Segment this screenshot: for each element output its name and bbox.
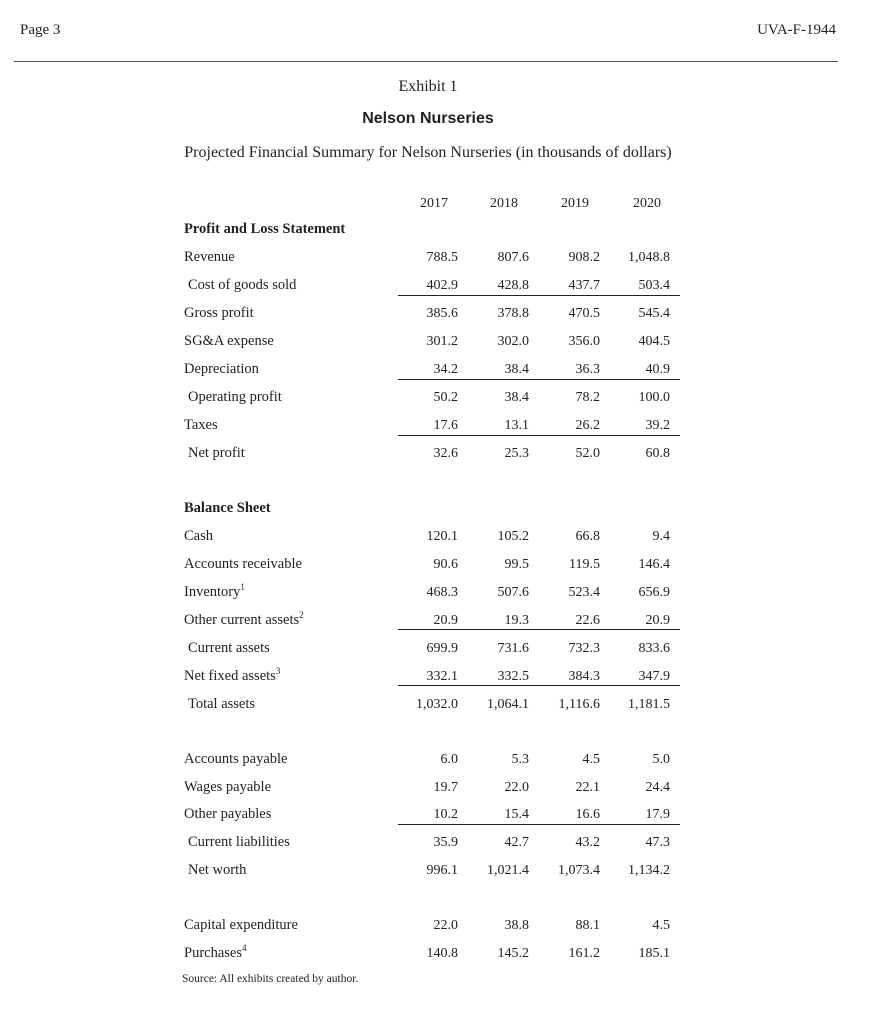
value-cell: 19.7 [433,780,458,795]
value-cell: 22.0 [504,780,529,795]
value-cell: 32.6 [433,446,458,461]
value-cell: 347.9 [638,669,670,684]
section-title-profit-loss: Profit and Loss Statement [184,221,346,237]
row-label: Net fixed assets$^3$ [184,666,281,684]
value-cell: 25.3 [504,446,529,461]
value-cell: 88.1 [575,918,600,933]
subtotal-rule [398,824,680,825]
value-cell: 656.9 [638,585,670,600]
value-cell: 1,116.6 [558,697,600,712]
value-cell: 404.5 [638,334,670,349]
footnote-marker: 2 [299,610,304,621]
row-label: SG&A expense [184,333,274,349]
value-cell: 302.0 [497,334,529,349]
row-label: Accounts payable [184,751,288,767]
value-cell: 523.4 [568,585,600,600]
value-cell: 5.0 [652,752,670,767]
value-cell: 1,032.0 [416,697,458,712]
value-cell: 17.9 [645,807,670,822]
value-cell: 100.0 [638,390,670,405]
value-cell: 34.2 [433,362,458,377]
value-cell: 5.3 [511,752,529,767]
value-cell: 699.9 [426,641,458,656]
value-cell: 470.5 [568,306,600,321]
row-label: Accounts receivable [184,556,302,572]
subtotal-rule [398,435,680,436]
value-cell: 22.0 [433,918,458,933]
table-subtitle: Projected Financial Summary for Nelson Nurseries (in thousands of dollars) [184,144,672,161]
value-cell: 39.2 [645,418,670,433]
source-note: Source: All exhibits created by author. [182,973,359,985]
year-header: 2018 [490,196,518,211]
header-divider [14,61,838,62]
row-label: Current liabilities [188,834,290,850]
value-cell: 78.2 [575,390,600,405]
exhibit-label: Exhibit 1 [398,78,458,95]
value-cell: 38.4 [504,390,529,405]
value-cell: 60.8 [645,446,670,461]
value-cell: 1,064.1 [487,697,529,712]
value-cell: 119.5 [569,557,600,572]
value-cell: 47.3 [645,835,670,850]
value-cell: 26.2 [575,418,600,433]
value-cell: 22.6 [575,613,600,628]
value-cell: 385.6 [426,306,458,321]
value-cell: 1,021.4 [487,863,529,878]
footnote-marker: 1 [240,582,245,593]
value-cell: 384.3 [568,669,600,684]
value-cell: 503.4 [638,278,670,293]
row-label: Cash [184,528,213,544]
value-cell: 1,073.4 [558,863,600,878]
row-label: Revenue [184,249,235,265]
row-label: Purchases$^4$ [184,943,247,961]
value-cell: 20.9 [433,613,458,628]
value-cell: 35.9 [433,835,458,850]
year-header: 2020 [633,196,661,211]
value-cell: 1,134.2 [628,863,670,878]
value-cell: 332.5 [497,669,529,684]
value-cell: 545.4 [638,306,670,321]
subtotal-rule [398,629,680,630]
value-cell: 40.9 [645,362,670,377]
value-cell: 24.4 [645,780,670,795]
footnote-marker: 4 [242,943,247,954]
value-cell: 185.1 [638,946,670,961]
row-label: Depreciation [184,361,259,377]
row-label: Inventory$^1$ [184,582,245,600]
row-label: Other current assets$^2$ [184,610,304,628]
page-number: Page 3 [20,22,61,38]
company-name: Nelson Nurseries [362,110,494,127]
value-cell: 99.5 [504,557,529,572]
row-label: Capital expenditure [184,917,298,933]
value-cell: 378.8 [497,306,529,321]
value-cell: 332.1 [426,669,458,684]
row-label: Other payables [184,806,272,822]
value-cell: 10.2 [433,807,458,822]
row-label: Gross profit [184,305,254,321]
value-cell: 4.5 [652,918,670,933]
value-cell: 6.0 [440,752,458,767]
value-cell: 15.4 [504,807,529,822]
value-cell: 42.7 [504,835,529,850]
value-cell: 66.8 [575,529,600,544]
value-cell: 1,048.8 [628,250,670,265]
value-cell: 120.1 [426,529,458,544]
row-label: Operating profit [188,389,282,405]
value-cell: 52.0 [575,446,600,461]
value-cell: 4.5 [582,752,600,767]
value-cell: 301.2 [426,334,458,349]
value-cell: 731.6 [497,641,529,656]
row-label: Net profit [188,445,245,461]
row-label: Net worth [188,862,247,878]
value-cell: 146.4 [638,557,670,572]
row-label: Taxes [184,417,218,433]
value-cell: 13.1 [504,418,529,433]
value-cell: 145.2 [497,946,529,961]
value-cell: 105.2 [497,529,529,544]
value-cell: 140.8 [426,946,458,961]
subtotal-rule [398,685,680,686]
footnote-marker: 3 [275,666,281,677]
value-cell: 732.3 [568,641,600,656]
row-label: Total assets [188,696,256,712]
value-cell: 468.3 [426,585,458,600]
value-cell: 428.8 [497,278,529,293]
section-title-balance-sheet: Balance Sheet [184,500,271,516]
value-cell: 19.3 [504,613,529,628]
document-id: UVA-F-1944 [757,22,836,38]
year-header: 2017 [420,196,448,211]
row-label: Current assets [188,640,270,656]
value-cell: 788.5 [426,250,458,265]
value-cell: 36.3 [575,362,600,377]
value-cell: 22.1 [575,780,600,795]
subtotal-rule [398,295,680,296]
value-cell: 50.2 [433,390,458,405]
value-cell: 17.6 [433,418,458,433]
value-cell: 908.2 [568,250,600,265]
value-cell: 402.9 [426,278,458,293]
row-label: Cost of goods sold [188,277,297,293]
value-cell: 38.8 [504,918,529,933]
value-cell: 507.6 [497,585,529,600]
value-cell: 90.6 [433,557,458,572]
value-cell: 996.1 [426,863,458,878]
value-cell: 356.0 [568,334,600,349]
value-cell: 38.4 [504,362,529,377]
value-cell: 807.6 [497,250,529,265]
row-label: Wages payable [184,779,271,795]
value-cell: 43.2 [575,835,600,850]
value-cell: 9.4 [652,529,670,544]
subtotal-rule [398,379,680,380]
value-cell: 161.2 [568,946,600,961]
value-cell: 437.7 [568,278,600,293]
value-cell: 16.6 [575,807,600,822]
value-cell: 20.9 [645,613,670,628]
year-header: 2019 [561,196,589,211]
value-cell: 1,181.5 [628,697,670,712]
value-cell: 833.6 [638,641,670,656]
